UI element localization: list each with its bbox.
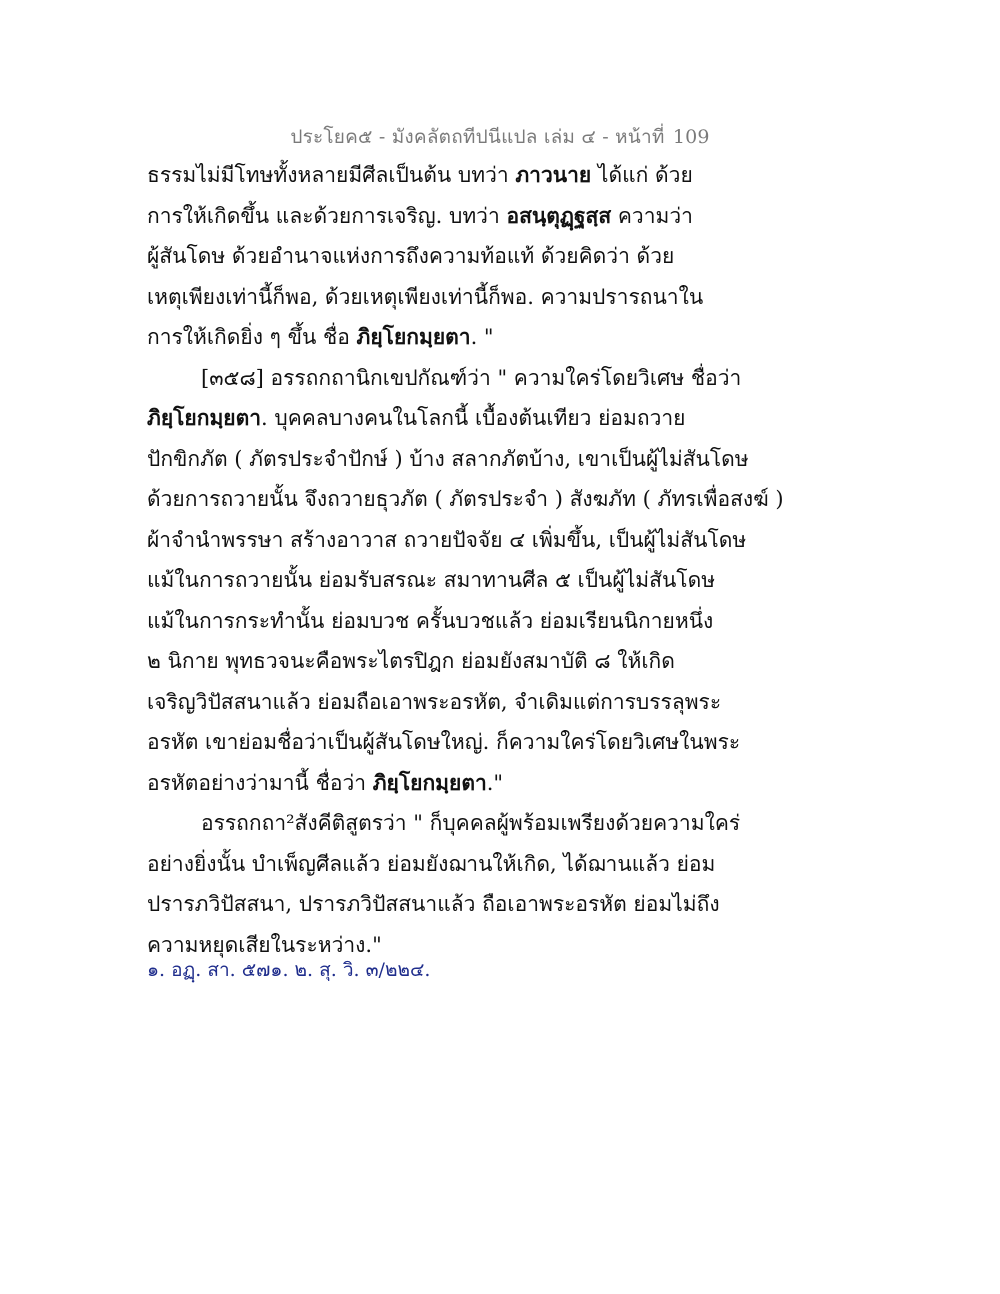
text-line: ผู้สันโดษ ด้วยอำนาจแห่งการถึงความท้อแท้ ด้วยคิดว่า ด้วย xyxy=(147,244,675,268)
pali-term: ภิยฺโยกมฺยตา xyxy=(372,769,487,795)
text-span: ธรรมไม่มีโทษทั้งหลายมีศีลเป็นต้น บทว่า xyxy=(147,163,516,187)
text-line xyxy=(147,196,717,237)
text-span: ." xyxy=(486,770,504,795)
paragraph-start-line: [๓๕๘] อรรถกถานิกเขปกัณฑ์ว่า " ความใคร่โดยวิเศษ ชื่อว่า xyxy=(201,365,742,390)
pali-term: อสนฺตุฏฺฐสฺส xyxy=(506,202,612,228)
text-line: ปรารภวิปัสสนา, ปรารภวิปัสสนาแล้ว ถือเอาพระอรหัต ย่อมไม่ถึง xyxy=(147,892,720,916)
text-span: อรหัตอย่างว่ามานี้ ชื่อว่า xyxy=(147,770,373,795)
text-line: ความหยุดเสียในระหว่าง." xyxy=(147,932,382,957)
text-line: ๒ นิกาย พุทธวจนะคือพระไตรปิฎก ย่อมยังสมาบัติ ๘ ให้เกิด xyxy=(147,649,675,673)
text-line: ด้วยการถวายนั้น จึงถวายธุวภัต ( ภัตรประจำ ) สังฆภัท ( ภัทรเพื่อสงฆ์ ) xyxy=(147,487,784,511)
text-line: แม้ในการถวายนั้น ย่อมรับสรณะ สมาทานศีล ๕ เป็นผู้ไม่สันโดษ xyxy=(147,568,716,592)
text-line: อรหัต เขาย่อมชื่อว่าเป็นผู้สันโดษใหญ่. ก็ความใคร่โดยวิเศษในพระ xyxy=(147,730,741,754)
text-line: อย่างยิ่งนั้น บำเพ็ญศีลแล้ว ย่อมยังฌานให้เกิด, ได้ฌานแล้ว ย่อม xyxy=(147,851,716,876)
pali-term: ภิยฺโยกมฺยตา xyxy=(147,405,262,430)
text-span: ได้แก่ ด้วย xyxy=(591,163,693,187)
paragraph-start-line: อรรถกถา²สังคีติสูตรว่า " ก็บุคคลผู้พร้อมเพรียงด้วยความใคร่ xyxy=(201,811,741,835)
header-title: ประโยค๕ - มังคลัตถทีปนีแปล เล่ม ๔ - หน้าที่ xyxy=(290,126,665,148)
text-line: ปักขิกภัต ( ภัตรประจำปักษ์ ) บ้าง สลากภัตบ้าง, เขาเป็นผู้ไม่สันโดษ xyxy=(147,446,749,471)
pali-term: ภิยฺโยกมฺยตา xyxy=(356,324,471,349)
text-span: การให้เกิดยิ่ง ๆ ขึ้น ชื่อ xyxy=(147,325,357,349)
text-span: ความว่า xyxy=(611,203,693,228)
text-line xyxy=(147,155,717,196)
text-line xyxy=(147,317,717,358)
body-text xyxy=(147,155,784,965)
text-span: . บุคคลบางคนในโลกนี้ เบื้องต้นเทียว ย่อมถวาย xyxy=(261,406,686,430)
footnote: ๑. อฏฺ. สา. ๕๗๑. ๒. สุ. วิ. ๓/๒๒๔. xyxy=(147,959,431,981)
page-number: 109 xyxy=(672,126,710,148)
text-line: ผ้าจำนำพรรษา สร้างอาวาส ถวายปัจจัย ๔ เพิ่มขึ้น, เป็นผู้ไม่สันโดษ xyxy=(147,527,747,552)
pali-term: ภาวนาย xyxy=(515,162,592,187)
text-line: เหตุเพียงเท่านี้ก็พอ, ด้วยเหตุเพียงเท่านี้ก็พอ. ความปรารถนาใน xyxy=(147,284,704,309)
text-line: แม้ในการกระทำนั้น ย่อมบวช ครั้นบวชแล้ว ย่อมเรียนนิกายหนึ่ง xyxy=(147,608,714,633)
page-header xyxy=(0,122,1000,152)
text-line xyxy=(147,763,717,804)
text-span: การให้เกิดขึ้น และด้วยการเจริญ. บทว่า xyxy=(147,203,507,228)
text-span: . " xyxy=(470,325,494,349)
text-line: เจริญวิปัสสนาแล้ว ย่อมถือเอาพระอรหัต, จำเดิมแต่การบรรลุพระ xyxy=(147,689,722,714)
text-line xyxy=(147,398,717,439)
